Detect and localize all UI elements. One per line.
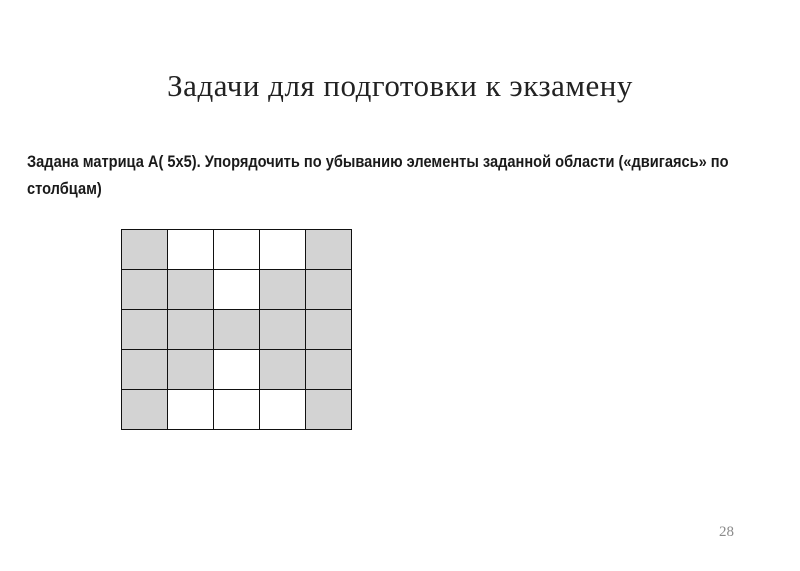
matrix-cell-empty [214, 350, 259, 389]
matrix-cell-shaded [260, 270, 305, 309]
matrix-cell-empty [168, 390, 213, 429]
matrix-cell-shaded [122, 390, 167, 429]
matrix-cell-shaded [168, 310, 213, 349]
matrix-cell-shaded [306, 230, 351, 269]
matrix-cell-shaded [306, 310, 351, 349]
matrix-cell-shaded [260, 310, 305, 349]
matrix-cell-empty [168, 230, 213, 269]
matrix-cell-shaded [306, 270, 351, 309]
matrix-cell-shaded [122, 270, 167, 309]
matrix-cell-shaded [214, 310, 259, 349]
matrix-cell-shaded [122, 310, 167, 349]
matrix-cell-empty [214, 230, 259, 269]
slide-title: Задачи для подготовки к экзамену [167, 68, 633, 103]
matrix-cell-shaded [306, 390, 351, 429]
page-number: 28 [719, 524, 734, 540]
matrix-cell-shaded [168, 270, 213, 309]
matrix-cell-shaded [122, 230, 167, 269]
matrix-cell-shaded [260, 350, 305, 389]
matrix-cell-empty [260, 390, 305, 429]
matrix-cell-shaded [122, 350, 167, 389]
matrix-cell-shaded [306, 350, 351, 389]
matrix-grid [121, 229, 352, 430]
matrix-cell-empty [214, 270, 259, 309]
matrix-cell-empty [214, 390, 259, 429]
matrix-cell-empty [260, 230, 305, 269]
matrix-cell-shaded [168, 350, 213, 389]
task-text: Задана матрица А( 5х5). Упорядочить по убыванию элементы заданной области («двигаясь» по столбцам) [27, 152, 729, 198]
